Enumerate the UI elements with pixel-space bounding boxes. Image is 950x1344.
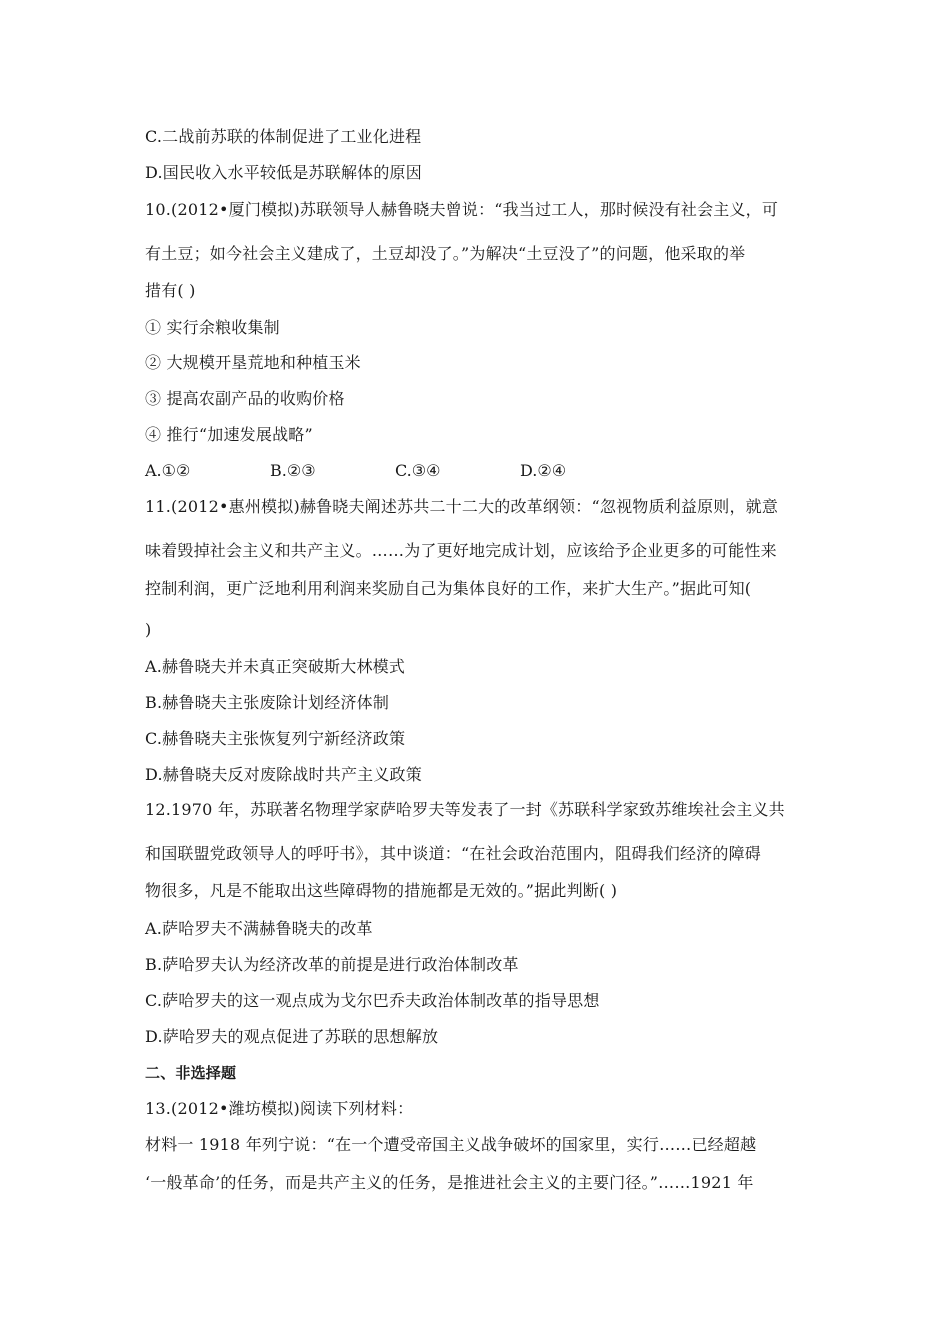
q10-option-d: D.②④ (520, 461, 567, 480)
q11-option-b: B.赫鲁晓夫主张废除计划经济体制 (145, 693, 390, 712)
q12-option-b: B.萨哈罗夫认为经济改革的前提是进行政治体制改革 (145, 955, 519, 974)
question-11-line-1: 11.(2012•惠州模拟)赫鲁晓夫阐述苏共二十二大的改革纲领：“忽视物质利益原则，就意 (145, 497, 779, 516)
q11-option-d: D.赫鲁晓夫反对废除战时共产主义政策 (145, 765, 422, 784)
q12-option-c: C.萨哈罗夫的这一观点成为戈尔巴乔夫政治体制改革的指导思想 (145, 991, 600, 1010)
q11-option-a: A.赫鲁晓夫并未真正突破斯大林模式 (145, 657, 406, 676)
material-1-line-1: 材料一 1918 年列宁说：“在一个遭受帝国主义战争破坏的国家里，实行……已经超越 (145, 1135, 757, 1154)
question-12-line-2: 和国联盟党政领导人的呼吁书》，其中谈道：“在社会政治范围内，阻碍我们经济的障碍 (145, 844, 761, 863)
question-11-line-3: 控制利润，更广泛地利用利润来奖励自己为集体良好的工作，来扩大生产。”据此可知( (145, 579, 752, 598)
question-12-line-1: 12.1970 年，苏联著名物理学家萨哈罗夫等发表了一封《苏联科学家致苏维埃社会主义共 (145, 800, 785, 819)
q10-option-c: C.③④ (395, 461, 441, 480)
q12-option-d: D.萨哈罗夫的观点促进了苏联的思想解放 (145, 1027, 439, 1046)
q10-option-b: B.②③ (270, 461, 316, 480)
question-12-line-3: 物很多，凡是不能取出这些障碍物的措施都是无效的。”据此判断( ) (145, 881, 618, 900)
q12-option-a: A.萨哈罗夫不满赫鲁晓夫的改革 (145, 919, 373, 938)
section-heading: 二、非选择题 (145, 1064, 237, 1082)
question-13-intro: 13.(2012•潍坊模拟)阅读下列材料： (145, 1099, 414, 1118)
q10-item-1: ① 实行余粮收集制 (145, 318, 280, 337)
question-10-line-1: 10.(2012•厦门模拟)苏联领导人赫鲁晓夫曾说：“我当过工人，那时候没有社会主义，可 (145, 200, 779, 219)
option-c-q9: C.二战前苏联的体制促进了工业化进程 (145, 127, 422, 146)
q10-item-3: ③ 提高农副产品的收购价格 (145, 389, 345, 408)
q10-options (145, 461, 645, 481)
q10-item-2: ② 大规模开垦荒地和种植玉米 (145, 353, 361, 372)
question-10-line-3: 措有( ) (145, 281, 196, 300)
q10-item-4: ④ 推行“加速发展战略” (145, 425, 313, 444)
option-d-q9: D.国民收入水平较低是苏联解体的原因 (145, 163, 422, 182)
material-1-line-2: ‘一般革命’的任务，而是共产主义的任务，是推进社会主义的主要门径。”……1921 年 (145, 1173, 754, 1192)
question-10-line-2: 有土豆；如今社会主义建成了，土豆却没了。”为解决“土豆没了”的问题，他采取的举 (145, 244, 746, 263)
question-11-line-4: ) (145, 620, 152, 639)
question-11-line-2: 味着毁掉社会主义和共产主义。……为了更好地完成计划，应该给予企业更多的可能性来 (145, 541, 777, 560)
q11-option-c: C.赫鲁晓夫主张恢复列宁新经济政策 (145, 729, 406, 748)
q10-option-a: A.①② (145, 461, 191, 480)
